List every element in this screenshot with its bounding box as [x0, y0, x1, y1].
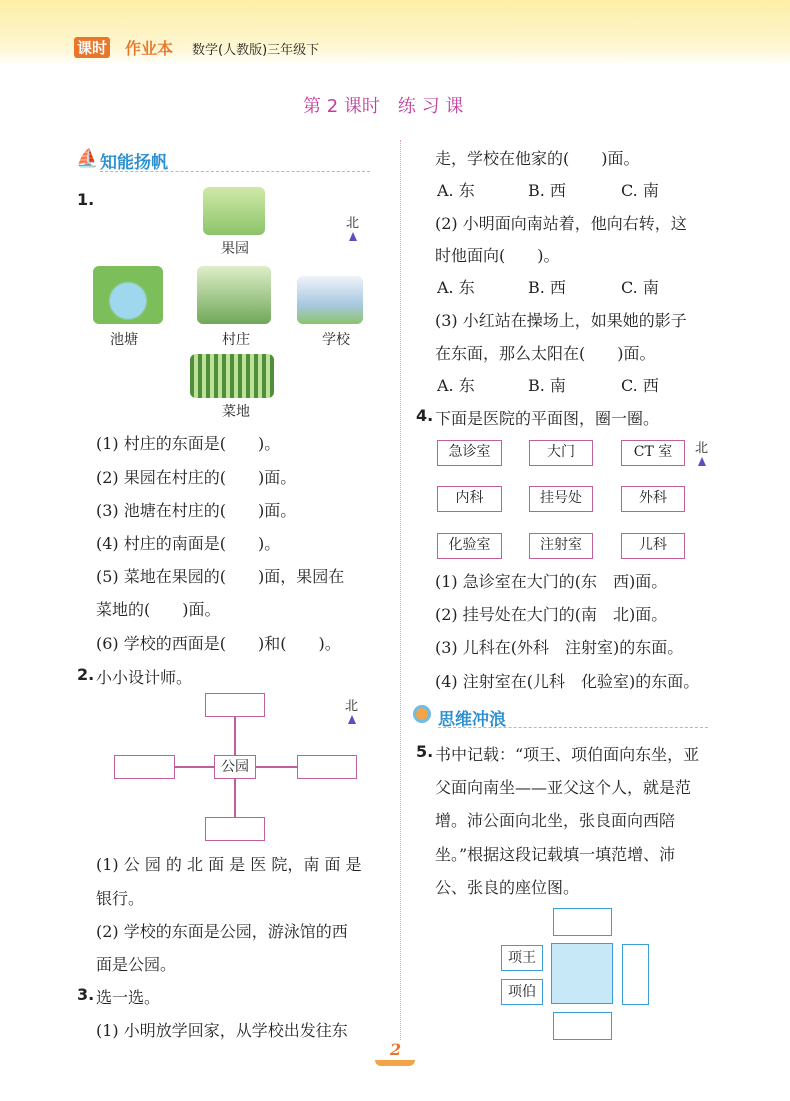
answer-box-west[interactable] [114, 755, 175, 779]
page-number: 2 [390, 1040, 402, 1059]
question-item: (1) 村庄的东面是( )。 [96, 434, 281, 453]
room-box: 内科 [437, 486, 502, 512]
option: C. 南 [621, 181, 659, 200]
room-box: 外科 [621, 486, 685, 512]
section-heading: 思维冲浪 [438, 710, 506, 730]
question-title: 选一选。 [96, 988, 161, 1007]
book-icon [375, 1060, 415, 1066]
seat-box-south[interactable] [553, 1012, 612, 1040]
school-image [297, 276, 363, 324]
question-item: (2) 果园在村庄的( )面。 [96, 468, 297, 487]
place-label: 村庄 [222, 332, 250, 348]
room-box: 急诊室 [437, 440, 502, 466]
place-label: 池塘 [110, 332, 138, 348]
question-number: 1. [77, 190, 95, 209]
logo: 课时 [74, 37, 110, 58]
header-band [0, 0, 790, 66]
question-number: 4. [416, 406, 434, 425]
question-item[interactable]: (4) 注射室在(儿科 化验室)的东面。 [435, 672, 700, 691]
question-item: (3) 小红站在操场上，如果她的影子 [435, 311, 687, 330]
question-item: 增。沛公面向北坐，张良面向西陪 [435, 811, 676, 830]
north-label: 北 [695, 441, 709, 456]
question-item: 面是公园。 [96, 955, 177, 974]
section-heading: 知能扬帆 [100, 153, 168, 173]
answer-box-south[interactable] [205, 817, 265, 841]
question-number: 5. [416, 742, 434, 761]
question-item: 书中记载：“项王、项伯面向东坐，亚 [435, 745, 700, 764]
question-item: (3) 池塘在村庄的( )面。 [96, 501, 297, 520]
page-title: 第 2 课时 练 习 课 [303, 96, 464, 117]
answer-box-east[interactable] [297, 755, 357, 779]
room-box: 儿科 [621, 533, 685, 559]
question-title: 小小设计师。 [96, 668, 193, 687]
question-item: 在东面，那么太阳在( )面。 [435, 344, 656, 363]
option: A. 东 [437, 278, 475, 297]
north-arrow-icon [348, 715, 356, 724]
divider [100, 171, 370, 172]
vegetable-field-image [190, 354, 274, 398]
option: C. 南 [621, 278, 659, 297]
north-indicator [695, 437, 708, 466]
subject: 数学(人教版)三年级下 [192, 43, 320, 58]
place-label: 菜地 [222, 404, 250, 420]
question-item: (5) 菜地在果园的( )面，果园在 [96, 567, 345, 586]
question-item: 菜地的( )面。 [96, 600, 221, 619]
question-item[interactable]: (1) 急诊室在大门的(东 西)面。 [435, 572, 668, 591]
option: B. 西 [528, 278, 566, 297]
seat-label: 项王 [501, 945, 543, 971]
north-label: 北 [345, 699, 359, 714]
question-item: 父面向南坐——亚父这个人，就是范 [435, 778, 692, 797]
option: A. 东 [437, 376, 475, 395]
room-box: 化验室 [437, 533, 502, 559]
room-box: 挂号处 [529, 486, 593, 512]
village-image [197, 266, 271, 324]
room-box: 注射室 [529, 533, 593, 559]
question-item: 银行。 [96, 889, 145, 908]
answer-box-north[interactable] [205, 693, 265, 717]
question-item: (1) 公 园 的 北 面 是 医 院，南 面 是 [96, 855, 362, 874]
divider [438, 727, 708, 728]
series-name: 作业本 [125, 39, 174, 58]
question-item: 时他面向( )。 [435, 246, 560, 265]
option: B. 南 [528, 376, 566, 395]
question-item[interactable]: (2) 挂号处在大门的(南 北)面。 [435, 605, 668, 624]
place-label: 学校 [322, 332, 350, 348]
pond-image [93, 266, 163, 324]
question-item: 走，学校在他家的( )面。 [435, 149, 640, 168]
question-item: 坐。”根据这段记载填一填范增、沛 [435, 845, 676, 864]
north-arrow-icon [349, 232, 357, 241]
seat-box-north[interactable] [553, 908, 612, 936]
place-label: 果园 [221, 241, 249, 257]
north-label: 北 [346, 216, 360, 231]
park-box: 公园 [214, 755, 256, 779]
seat-label: 项伯 [501, 979, 543, 1005]
room-box: CT 室 [621, 440, 685, 466]
question-item: (1) 小明放学回家，从学校出发往东 [96, 1021, 348, 1040]
option: C. 西 [621, 376, 659, 395]
question-item: 公、张良的座位图。 [435, 878, 580, 897]
north-indicator [346, 212, 359, 241]
question-item: (4) 村庄的南面是( )。 [96, 534, 281, 553]
question-item: (6) 学校的西面是( )和( )。 [96, 634, 341, 653]
question-number: 2. [77, 665, 95, 684]
north-arrow-icon [698, 457, 706, 466]
wave-icon [413, 705, 431, 723]
north-indicator [345, 695, 358, 724]
question-item: (2) 学校的东面是公园，游泳馆的西 [96, 922, 348, 941]
sailboat-icon: ⛵ [76, 148, 99, 169]
room-box: 大门 [529, 440, 593, 466]
option: B. 西 [528, 181, 566, 200]
column-divider [400, 140, 401, 1040]
question-title: 下面是医院的平面图，圈一圈。 [435, 409, 660, 428]
option: A. 东 [437, 181, 475, 200]
seat-box-east[interactable] [622, 944, 649, 1005]
question-number: 3. [77, 985, 95, 1004]
orchard-image [203, 187, 265, 235]
question-item[interactable]: (3) 儿科在(外科 注射室)的东面。 [435, 638, 684, 657]
table [551, 943, 613, 1004]
question-item: (2) 小明面向南站着，他向右转，这 [435, 214, 687, 233]
